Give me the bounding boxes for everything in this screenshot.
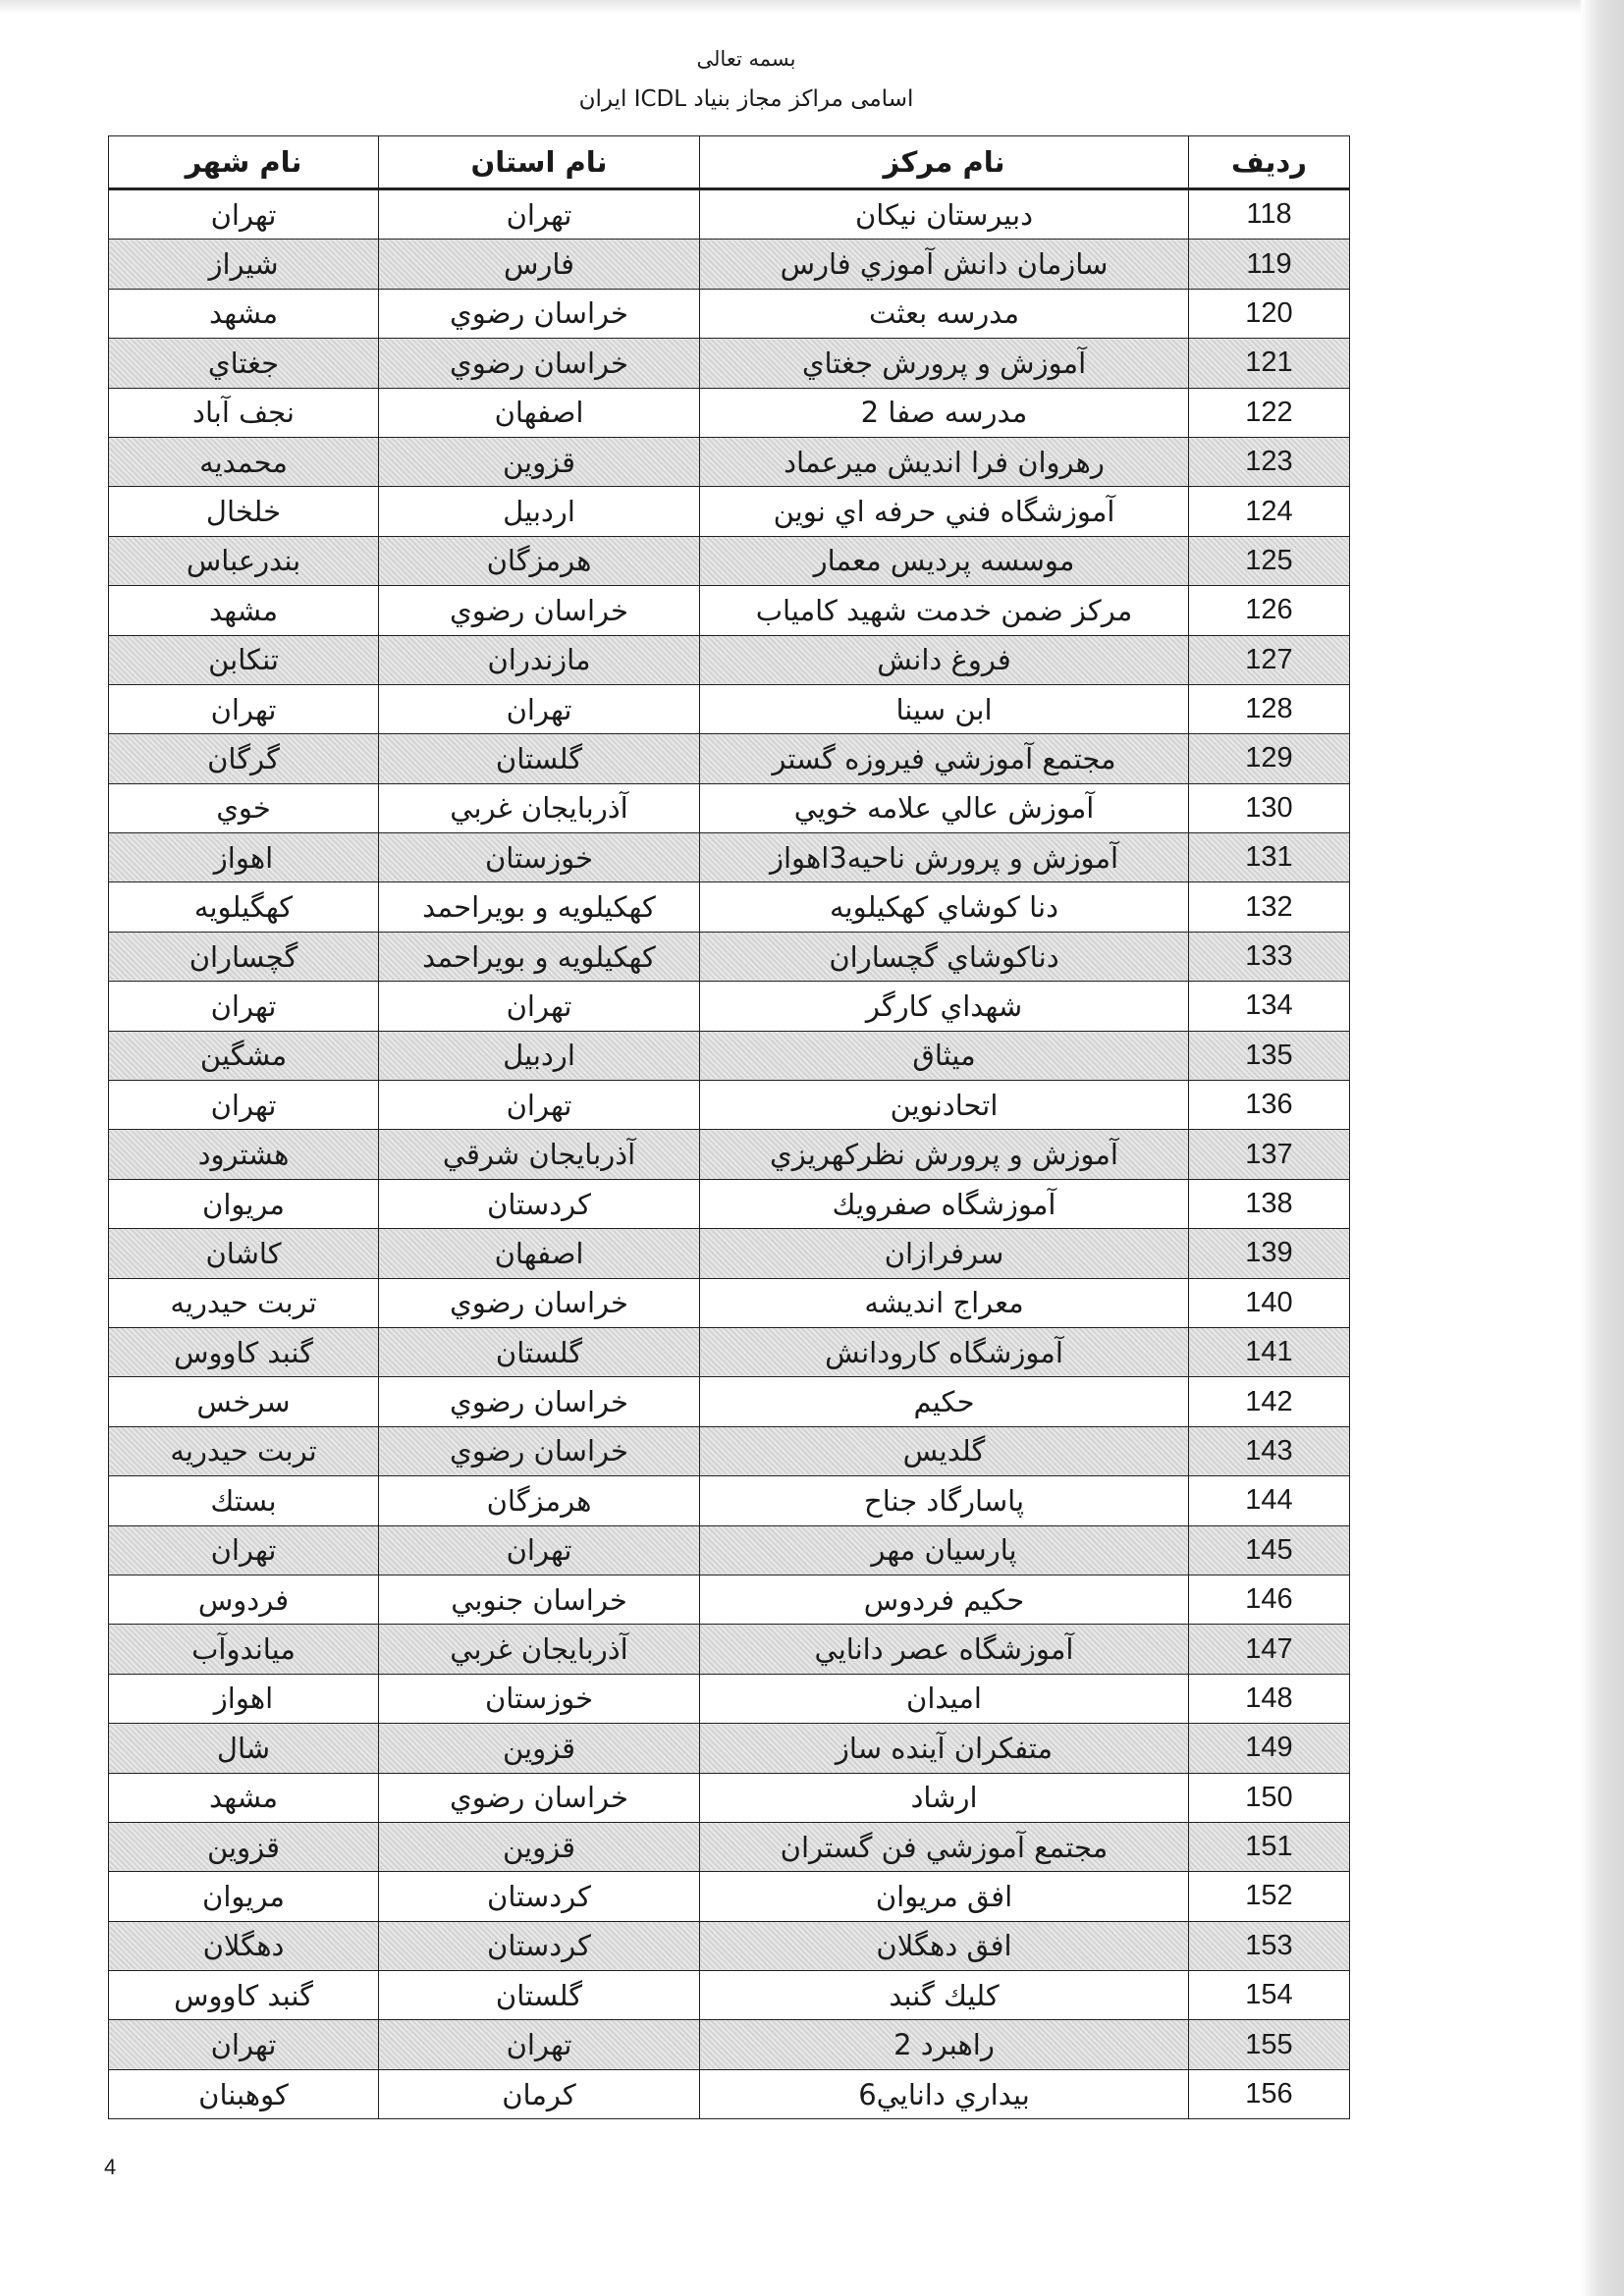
cell-province: اردبيل (379, 1031, 700, 1080)
table-row (109, 189, 1350, 240)
cell-row-no: 148 (1189, 1674, 1350, 1723)
cell-province: آذربايجان شرقي (379, 1130, 700, 1179)
table-row (109, 783, 1350, 832)
cell-center: دنا كوشاي كهكيلويه (700, 882, 1189, 932)
cell-row-no: 155 (1189, 2020, 1350, 2069)
cell-city: مشهد (109, 586, 379, 635)
table-row (109, 339, 1350, 388)
cell-province: كردستان (379, 1872, 700, 1921)
cell-center: دبيرستان نيكان (700, 189, 1189, 240)
cell-province: تهران (379, 1081, 700, 1130)
cell-row-no: 149 (1189, 1724, 1350, 1773)
cell-center: حكيم فردوس (700, 1575, 1189, 1624)
table-row (109, 1625, 1350, 1674)
cell-province: فارس (379, 240, 700, 289)
table-row (109, 1674, 1350, 1723)
table-row (109, 388, 1350, 437)
cell-city: مريوان (109, 1872, 379, 1921)
table-row (109, 1081, 1350, 1130)
cell-center: پاسارگاد جناح (700, 1476, 1189, 1525)
cell-center: مجتمع آموزشي فن گستران (700, 1822, 1189, 1871)
table-row (109, 1525, 1350, 1575)
cell-center: مركز ضمن خدمت شهيد كامياب (700, 586, 1189, 635)
cell-city: تهران (109, 1081, 379, 1130)
cell-row-no: 150 (1189, 1773, 1350, 1822)
cell-row-no: 147 (1189, 1625, 1350, 1674)
cell-province: قزوين (379, 1822, 700, 1871)
cell-row-no: 127 (1189, 635, 1350, 684)
cell-city: مشهد (109, 1773, 379, 1822)
cell-row-no: 135 (1189, 1031, 1350, 1080)
cell-center: فروغ دانش (700, 635, 1189, 684)
scan-top-edge (0, 0, 1624, 14)
cell-city: گنبد كاووس (109, 1971, 379, 2020)
table-row (109, 1724, 1350, 1773)
column-header-province: نام استان (379, 136, 700, 189)
cell-city: تهران (109, 2020, 379, 2069)
cell-row-no: 123 (1189, 437, 1350, 486)
cell-row-no: 118 (1189, 189, 1350, 240)
cell-center: گلديس (700, 1426, 1189, 1475)
cell-row-no: 124 (1189, 487, 1350, 536)
cell-center: آموزشگاه صفرويك (700, 1179, 1189, 1228)
document-invocation: بسمه تعالی (696, 47, 796, 71)
cell-center: اميدان (700, 1674, 1189, 1723)
cell-province: خراسان رضوي (379, 1278, 700, 1327)
cell-center: پارسيان مهر (700, 1525, 1189, 1575)
cell-row-no: 140 (1189, 1278, 1350, 1327)
cell-row-no: 141 (1189, 1327, 1350, 1376)
cell-row-no: 151 (1189, 1822, 1350, 1871)
table-row (109, 932, 1350, 981)
table-row (109, 684, 1350, 733)
table-row (109, 982, 1350, 1031)
cell-center: اتحادنوين (700, 1081, 1189, 1130)
cell-center: افق دهگلان (700, 1921, 1189, 1970)
cell-province: هرمزگان (379, 536, 700, 585)
cell-city: تهران (109, 189, 379, 240)
cell-center: مدرسه صفا 2 (700, 388, 1189, 437)
cell-city: مياندوآب (109, 1625, 379, 1674)
cell-row-no: 136 (1189, 1081, 1350, 1130)
cell-province: كردستان (379, 1179, 700, 1228)
cell-row-no: 137 (1189, 1130, 1350, 1179)
cell-province: خراسان رضوي (379, 1426, 700, 1475)
cell-city: اهواز (109, 833, 379, 882)
cell-row-no: 154 (1189, 1971, 1350, 2020)
cell-province: مازندران (379, 635, 700, 684)
cell-city: فردوس (109, 1575, 379, 1624)
cell-city: تربت حيدريه (109, 1426, 379, 1475)
cell-row-no: 122 (1189, 388, 1350, 437)
table-row (109, 1872, 1350, 1921)
cell-row-no: 128 (1189, 684, 1350, 733)
cell-center: سازمان دانش آموزي فارس (700, 240, 1189, 289)
table-row (109, 2069, 1350, 2118)
cell-province: كهكيلويه و بويراحمد (379, 932, 700, 981)
cell-center: آموزش و پرورش نظركهريزي (700, 1130, 1189, 1179)
table-row (109, 882, 1350, 932)
cell-center: دناكوشاي گچساران (700, 932, 1189, 981)
cell-city: خلخال (109, 487, 379, 536)
cell-center: متفكران آينده ساز (700, 1724, 1189, 1773)
cell-city: دهگلان (109, 1921, 379, 1970)
table-row (109, 635, 1350, 684)
cell-province: كهكيلويه و بويراحمد (379, 882, 700, 932)
cell-city: كاشان (109, 1229, 379, 1278)
cell-row-no: 130 (1189, 783, 1350, 832)
cell-city: بندرعباس (109, 536, 379, 585)
cell-province: قزوين (379, 1724, 700, 1773)
cell-province: تهران (379, 1525, 700, 1575)
table-row (109, 1179, 1350, 1228)
table-row (109, 2020, 1350, 2069)
cell-center: ابن سينا (700, 684, 1189, 733)
scan-right-edge-shadow (1581, 0, 1624, 2296)
cell-row-no: 120 (1189, 289, 1350, 338)
cell-city: جغتاي (109, 339, 379, 388)
cell-city: شال (109, 1724, 379, 1773)
cell-center: راهبرد 2 (700, 2020, 1189, 2069)
cell-center: موسسه پرديس معمار (700, 536, 1189, 585)
cell-row-no: 126 (1189, 586, 1350, 635)
cell-row-no: 143 (1189, 1426, 1350, 1475)
table-row (109, 536, 1350, 585)
table-row (109, 1031, 1350, 1080)
cell-province: تهران (379, 2020, 700, 2069)
cell-center: مجتمع آموزشي فيروزه گستر (700, 734, 1189, 783)
table-row (109, 1130, 1350, 1179)
table-row (109, 1327, 1350, 1376)
table-row (109, 1377, 1350, 1426)
cell-city: سرخس (109, 1377, 379, 1426)
cell-province: خراسان رضوي (379, 1377, 700, 1426)
cell-row-no: 129 (1189, 734, 1350, 783)
table-body (109, 189, 1350, 2119)
cell-city: تهران (109, 982, 379, 1031)
cell-province: خراسان جنوبي (379, 1575, 700, 1624)
cell-city: مريوان (109, 1179, 379, 1228)
cell-center: آموزشگاه فني حرفه اي نوين (700, 487, 1189, 536)
cell-row-no: 142 (1189, 1377, 1350, 1426)
cell-city: تنكابن (109, 635, 379, 684)
cell-province: گلستان (379, 1971, 700, 2020)
cell-center: آموزش و پرورش ناحيه3اهواز (700, 833, 1189, 882)
table-row (109, 1773, 1350, 1822)
cell-center: شهداي كارگر (700, 982, 1189, 1031)
cell-province: گلستان (379, 734, 700, 783)
table-row (109, 1229, 1350, 1278)
cell-province: قزوين (379, 437, 700, 486)
cell-city: اهواز (109, 1674, 379, 1723)
table-header-row (109, 136, 1350, 189)
cell-row-no: 133 (1189, 932, 1350, 981)
centers-table (108, 135, 1350, 2119)
cell-center: ارشاد (700, 1773, 1189, 1822)
cell-province: خراسان رضوي (379, 586, 700, 635)
table-row (109, 1426, 1350, 1475)
table-row (109, 1822, 1350, 1871)
cell-center: آموزش و پرورش جغتاي (700, 339, 1189, 388)
cell-center: كليك گنبد (700, 1971, 1189, 2020)
cell-center: سرفرازان (700, 1229, 1189, 1278)
cell-city: نجف آباد (109, 388, 379, 437)
cell-city: تهران (109, 684, 379, 733)
cell-center: آموزشگاه عصر دانايي (700, 1625, 1189, 1674)
cell-city: هشترود (109, 1130, 379, 1179)
cell-city: مشگين (109, 1031, 379, 1080)
cell-row-no: 132 (1189, 882, 1350, 932)
cell-province: آذربايجان غربي (379, 1625, 700, 1674)
cell-center: رهروان فرا انديش ميرعماد (700, 437, 1189, 486)
cell-province: گلستان (379, 1327, 700, 1376)
cell-center: بيداري دانايي6 (700, 2069, 1189, 2118)
cell-city: تهران (109, 1525, 379, 1575)
column-header-city: نام شهر (109, 136, 379, 189)
cell-city: شيراز (109, 240, 379, 289)
cell-row-no: 144 (1189, 1476, 1350, 1525)
cell-row-no: 152 (1189, 1872, 1350, 1921)
table-row (109, 240, 1350, 289)
cell-province: خراسان رضوي (379, 289, 700, 338)
cell-row-no: 145 (1189, 1525, 1350, 1575)
cell-city: خوي (109, 783, 379, 832)
table-row (109, 437, 1350, 486)
cell-province: خراسان رضوي (379, 339, 700, 388)
column-header-row-no: رديف (1189, 136, 1350, 189)
page-number: 4 (104, 2155, 117, 2179)
cell-province: اصفهان (379, 1229, 700, 1278)
cell-center: معراج انديشه (700, 1278, 1189, 1327)
cell-row-no: 121 (1189, 339, 1350, 388)
cell-province: تهران (379, 684, 700, 733)
table-row (109, 1921, 1350, 1970)
document-title: اسامی مراکز مجاز بنیاد ICDL ایران (578, 86, 914, 112)
cell-city: كهگيلويه (109, 882, 379, 932)
cell-province: تهران (379, 982, 700, 1031)
cell-center: حكيم (700, 1377, 1189, 1426)
cell-row-no: 153 (1189, 1921, 1350, 1970)
cell-province: اردبيل (379, 487, 700, 536)
cell-center: ميثاق (700, 1031, 1189, 1080)
table-row (109, 1476, 1350, 1525)
cell-province: هرمزگان (379, 1476, 700, 1525)
cell-center: مدرسه بعثت (700, 289, 1189, 338)
cell-province: كردستان (379, 1921, 700, 1970)
cell-row-no: 146 (1189, 1575, 1350, 1624)
cell-province: خراسان رضوي (379, 1773, 700, 1822)
cell-row-no: 119 (1189, 240, 1350, 289)
cell-row-no: 138 (1189, 1179, 1350, 1228)
cell-city: كوهبنان (109, 2069, 379, 2118)
cell-province: اصفهان (379, 388, 700, 437)
cell-province: كرمان (379, 2069, 700, 2118)
cell-city: محمديه (109, 437, 379, 486)
table-row (109, 1278, 1350, 1327)
cell-row-no: 139 (1189, 1229, 1350, 1278)
table-row (109, 487, 1350, 536)
cell-city: قزوين (109, 1822, 379, 1871)
cell-province: آذربايجان غربي (379, 783, 700, 832)
cell-city: گرگان (109, 734, 379, 783)
column-header-center: نام مرکز (700, 136, 1189, 189)
cell-row-no: 134 (1189, 982, 1350, 1031)
cell-center: افق مريوان (700, 1872, 1189, 1921)
cell-row-no: 131 (1189, 833, 1350, 882)
cell-city: مشهد (109, 289, 379, 338)
cell-center: آموزشگاه كارودانش (700, 1327, 1189, 1376)
table-row (109, 289, 1350, 338)
table-row (109, 734, 1350, 783)
cell-city: گنبد كاووس (109, 1327, 379, 1376)
table-row (109, 586, 1350, 635)
cell-city: تربت حيدريه (109, 1278, 379, 1327)
cell-province: خوزستان (379, 833, 700, 882)
cell-city: گچساران (109, 932, 379, 981)
table-row (109, 1971, 1350, 2020)
cell-row-no: 125 (1189, 536, 1350, 585)
cell-province: خوزستان (379, 1674, 700, 1723)
table-row (109, 833, 1350, 882)
cell-center: آموزش عالي علامه خويي (700, 783, 1189, 832)
cell-city: بستك (109, 1476, 379, 1525)
cell-province: تهران (379, 189, 700, 240)
cell-row-no: 156 (1189, 2069, 1350, 2118)
table-row (109, 1575, 1350, 1624)
